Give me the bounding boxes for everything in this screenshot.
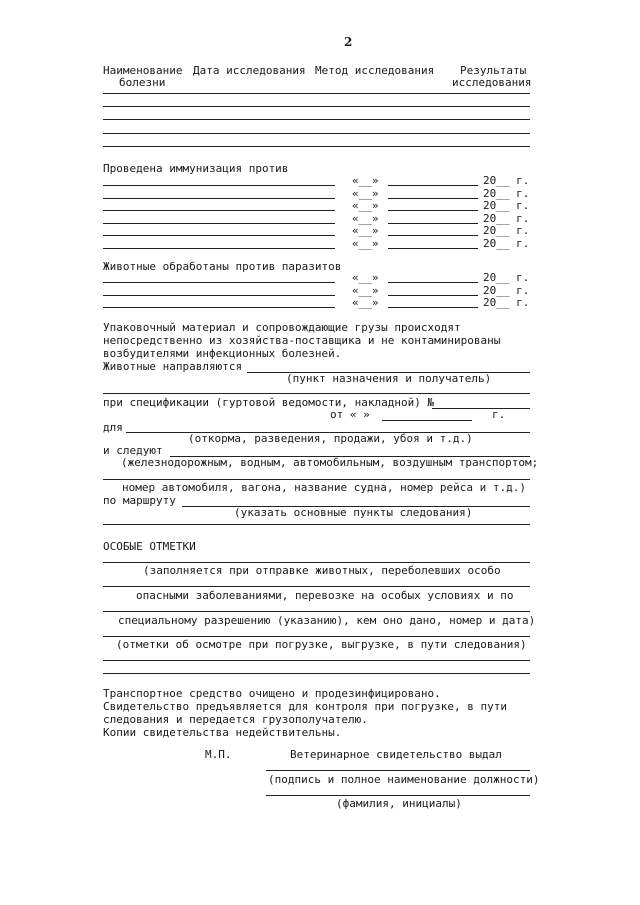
route-hint: (указать основные пункты следования) <box>234 506 473 519</box>
closing-line3: следования и передается грузополучателю. <box>103 713 368 726</box>
packaging-line2: непосредственно из хозяйства-поставщика и не контаминированы <box>103 334 501 347</box>
dated-row-field[interactable] <box>103 210 335 211</box>
date-month-field[interactable] <box>388 235 478 236</box>
date-year: 20__ г. <box>483 296 530 309</box>
spec-from-date: от « » <box>330 408 370 421</box>
date-month-field[interactable] <box>388 185 478 186</box>
special-hint-1: (заполняется при отправке животных, переболевших особо <box>143 564 501 577</box>
sent-to-hint: (пункт назначения и получатель) <box>286 372 492 385</box>
dated-row-field[interactable] <box>103 282 335 283</box>
table-line[interactable] <box>103 146 530 147</box>
date-year: 20__ г. <box>483 186 530 200</box>
date-year: 20__ г. <box>483 224 530 237</box>
header-results-line2: исследования <box>452 76 532 89</box>
date-day-mark: «__» <box>352 271 379 284</box>
table-line[interactable] <box>103 133 530 134</box>
special-marks-line[interactable] <box>103 562 530 563</box>
date-year: 20__ г. <box>483 236 530 250</box>
date-day-mark: «__» <box>352 199 379 212</box>
table-line[interactable] <box>103 106 530 107</box>
closing-line4: Копии свидетельства недействительны. <box>103 726 342 739</box>
route-field-2[interactable] <box>103 524 530 525</box>
header-study-method: Метод исследования <box>315 64 435 77</box>
route-label: по маршруту <box>103 494 176 507</box>
issued-by-label: Ветеринарное свидетельство выдал <box>290 748 502 761</box>
header-disease-name-line2: болезни <box>119 76 166 89</box>
sent-to-field-2[interactable] <box>103 393 530 394</box>
name-hint: (фамилия, инициалы) <box>336 797 462 810</box>
follow-label: и следуют <box>103 444 163 457</box>
packaging-line1: Упаковочный материал и сопровождающие грузы происходят <box>103 321 461 334</box>
signature-field[interactable] <box>266 770 530 771</box>
table-line[interactable] <box>103 119 530 120</box>
date-year: 20__ г. <box>483 211 530 225</box>
special-hint-2: опасными заболеваниями, перевозке на особых условиях и по <box>136 589 514 602</box>
dated-row-field[interactable] <box>103 223 335 224</box>
closing-line2: Свидетельство предъявляется для контроля при погрузке, в пути <box>103 700 507 713</box>
date-year: 20__ г. <box>483 174 530 187</box>
date-day-mark: «__» <box>352 211 379 225</box>
closing-line1: Транспортное средство очищено и продезинфицировано. <box>103 687 441 700</box>
date-month-field[interactable] <box>388 295 478 296</box>
dated-row-field[interactable] <box>103 185 335 186</box>
date-month-field[interactable] <box>388 210 478 211</box>
signature-hint: (подпись и полное наименование должности) <box>268 773 540 786</box>
date-day-mark: «__» <box>352 186 379 200</box>
spec-label: при спецификации (гуртовой ведомости, накладной) № <box>103 396 435 409</box>
date-month-field[interactable] <box>388 223 478 224</box>
date-year: 20__ г. <box>483 199 530 212</box>
spec-date-field[interactable] <box>382 420 472 421</box>
for-label: для <box>103 421 123 434</box>
transport-hint: (железнодорожным, водным, автомобильным, воздушным транспортом; <box>121 456 539 469</box>
stamp-label: М.П. <box>205 748 232 761</box>
special-hint-4: (отметки об осмотре при погрузке, выгрузке, в пути следования) <box>116 638 527 651</box>
date-year: 20__ г. <box>483 283 530 297</box>
date-month-field[interactable] <box>388 307 478 308</box>
special-marks-line[interactable] <box>103 636 530 637</box>
dated-row-field[interactable] <box>103 307 335 308</box>
dated-row-field[interactable] <box>103 198 335 199</box>
date-month-field[interactable] <box>388 248 478 249</box>
spec-number-field[interactable] <box>432 408 530 409</box>
header-results: Результаты <box>460 64 527 77</box>
spec-year-suffix: г. <box>492 408 506 421</box>
special-hint-3: специальному разрешению (указанию), кем оно дано, номер и дата) <box>118 614 536 627</box>
date-month-field[interactable] <box>388 282 478 283</box>
immunization-title: Проведена иммунизация против <box>103 162 289 175</box>
packaging-line3: возбудителями инфекционных болезней. <box>103 347 342 360</box>
date-day-mark: «__» <box>352 224 379 237</box>
for-hint: (откорма, разведения, продажи, убоя и т.д.) <box>188 432 473 445</box>
date-day-mark: «__» <box>352 296 379 309</box>
date-day-mark: «__» <box>352 236 379 250</box>
date-year: 20__ г. <box>483 271 530 284</box>
special-marks-line[interactable] <box>103 586 530 587</box>
date-day-mark: «__» <box>352 174 379 187</box>
dated-row-field[interactable] <box>103 248 335 249</box>
vehicle-hint: номер автомобиля, вагона, название судна, номер рейса и т.д.) <box>122 481 526 494</box>
name-field[interactable] <box>266 795 530 796</box>
special-marks-line[interactable] <box>103 660 530 661</box>
parasites-title: Животные обработаны против паразитов <box>103 260 342 273</box>
special-marks-line[interactable] <box>103 673 530 674</box>
special-marks-title: ОСОБЫЕ ОТМЕТКИ <box>103 540 196 553</box>
special-marks-line[interactable] <box>103 611 530 612</box>
transport-field-2[interactable] <box>103 479 530 480</box>
header-study-date: Дата исследования <box>193 64 306 77</box>
dated-row-field[interactable] <box>103 295 335 296</box>
sent-to-label: Животные направляются <box>103 360 243 373</box>
page-number: 2 <box>344 35 353 49</box>
dated-row-field[interactable] <box>103 235 335 236</box>
header-disease-name: Наименование <box>103 64 183 77</box>
table-line <box>103 93 530 94</box>
date-month-field[interactable] <box>388 198 478 199</box>
date-day-mark: «__» <box>352 283 379 297</box>
